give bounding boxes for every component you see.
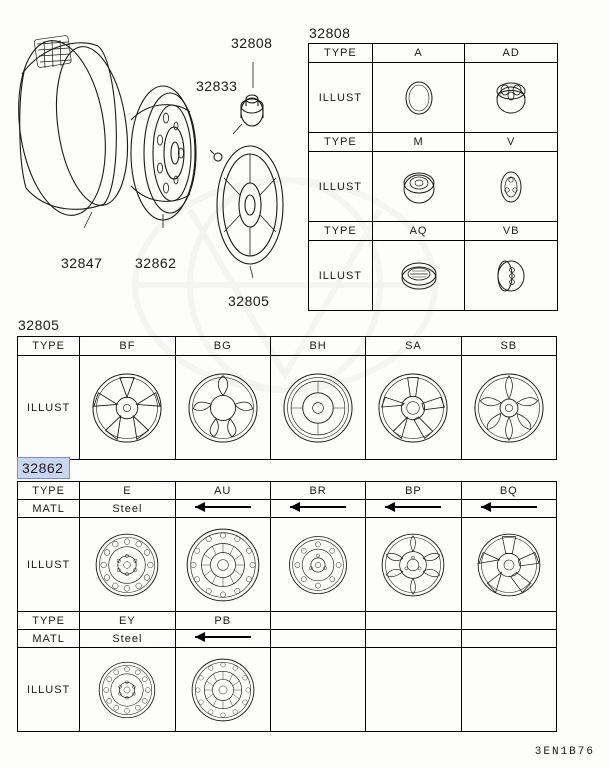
type-value: AD — [465, 44, 558, 63]
type-value: SB — [461, 337, 556, 356]
table-row — [18, 337, 557, 356]
matl-value-empty — [366, 630, 461, 648]
illust-header: ILLUST — [309, 63, 373, 133]
table-32805 — [17, 336, 557, 460]
type-value: AU — [175, 482, 270, 500]
table-row — [309, 63, 558, 133]
illust-cell-m — [372, 152, 465, 222]
matl-arrow — [175, 500, 270, 518]
table-row — [18, 482, 557, 500]
type-header: TYPE — [18, 612, 80, 630]
type-value: BQ — [461, 482, 556, 500]
drawing-code: 3EN1B76 — [534, 746, 595, 758]
illust-cell-bf — [80, 356, 175, 460]
illust-header: ILLUST — [18, 648, 80, 732]
illust-cell-br — [270, 518, 365, 612]
type-header: TYPE — [309, 44, 373, 63]
matl-arrow — [270, 500, 365, 518]
illust-cell-sb — [461, 356, 556, 460]
table-row — [18, 500, 557, 518]
table-row — [18, 648, 557, 732]
type-value: E — [80, 482, 175, 500]
illust-cell-empty — [270, 648, 365, 732]
matl-header: MATL — [18, 500, 80, 518]
illust-cell-ad — [465, 63, 558, 133]
matl-value-empty — [461, 630, 556, 648]
table-row — [309, 222, 558, 241]
type-value-empty — [270, 612, 365, 630]
callout-32808: 32808 — [231, 35, 273, 51]
illust-cell-e — [80, 518, 175, 612]
arrow-icon — [481, 502, 537, 512]
type-value: VB — [465, 222, 558, 241]
arrow-icon — [385, 502, 441, 512]
illust-cell-sa — [366, 356, 461, 460]
illust-cell-bg — [175, 356, 270, 460]
matl-arrow — [366, 500, 461, 518]
section-title-32808: 32808 — [309, 25, 351, 41]
type-header: TYPE — [309, 222, 373, 241]
illust-cell-bq — [461, 518, 556, 612]
type-value: M — [372, 133, 465, 152]
table-row — [309, 241, 558, 311]
type-value: BH — [270, 337, 365, 356]
illust-cell-v — [465, 152, 558, 222]
type-value: V — [465, 133, 558, 152]
section-title-32862[interactable]: 32862 — [17, 457, 70, 479]
table-row — [18, 356, 557, 460]
table-row — [18, 630, 557, 648]
table-row — [309, 44, 558, 63]
type-value: AQ — [372, 222, 465, 241]
matl-arrow — [175, 630, 270, 648]
type-header: TYPE — [18, 337, 80, 356]
matl-value: Steel — [80, 500, 175, 518]
table-32862 — [17, 481, 557, 732]
arrow-icon — [195, 632, 251, 642]
illust-cell-bp — [366, 518, 461, 612]
type-value: BF — [80, 337, 175, 356]
type-value-empty — [366, 612, 461, 630]
arrow-icon — [290, 502, 346, 512]
type-value: BR — [270, 482, 365, 500]
type-value: EY — [80, 612, 175, 630]
matl-value: Steel — [80, 630, 175, 648]
type-value: BP — [366, 482, 461, 500]
matl-header: MATL — [18, 630, 80, 648]
arrow-icon — [195, 502, 251, 512]
type-value: A — [372, 44, 465, 63]
type-value-empty — [461, 612, 556, 630]
table-row — [18, 612, 557, 630]
type-value: BG — [175, 337, 270, 356]
illust-header: ILLUST — [18, 518, 80, 612]
illust-cell-pb — [175, 648, 270, 732]
callout-32862: 32862 — [135, 255, 177, 271]
table-row — [309, 152, 558, 222]
callout-32847: 32847 — [61, 255, 103, 271]
table-32808 — [308, 43, 558, 311]
type-header: TYPE — [309, 133, 373, 152]
illust-cell-bh — [270, 356, 365, 460]
illust-cell-aq — [372, 241, 465, 311]
table-row — [309, 133, 558, 152]
illust-cell-au — [175, 518, 270, 612]
section-title-32805: 32805 — [18, 317, 60, 333]
table-row — [18, 518, 557, 612]
type-value: SA — [366, 337, 461, 356]
type-header: TYPE — [18, 482, 80, 500]
illust-header: ILLUST — [18, 356, 80, 460]
matl-value-empty — [270, 630, 365, 648]
illust-cell-empty — [366, 648, 461, 732]
illust-header: ILLUST — [309, 152, 373, 222]
type-value: PB — [175, 612, 270, 630]
illust-cell-vb — [465, 241, 558, 311]
illust-cell-empty — [461, 648, 556, 732]
callout-32805: 32805 — [228, 293, 270, 309]
illust-header: ILLUST — [309, 241, 373, 311]
callout-32833: 32833 — [196, 78, 238, 94]
matl-arrow — [461, 500, 556, 518]
illust-cell-a — [372, 63, 465, 133]
illust-cell-ey — [80, 648, 175, 732]
